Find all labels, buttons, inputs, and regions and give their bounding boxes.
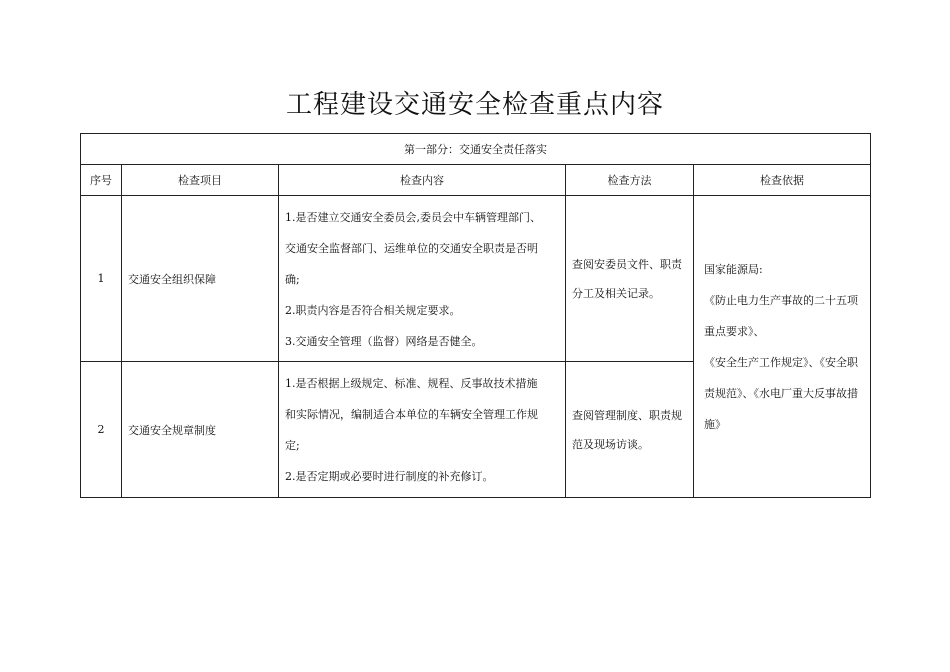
content-line: 1.是否建立交通安全委员会,委员会中车辆管理部门、 [285, 211, 541, 224]
basis-line: 《防止电力生产事故的二十五项重点要求》、 [704, 293, 858, 338]
content-line: 定; [285, 439, 300, 452]
header-no: 序号 [81, 165, 122, 196]
basis-cell [694, 196, 871, 498]
row-method: 查阅管理制度、职责规范及现场访谈。 [566, 362, 694, 498]
row-item: 交通安全组织保障 [122, 196, 279, 362]
section-title: 第一部分：交通安全责任落实 [81, 134, 871, 165]
column-header-row [81, 165, 871, 196]
header-method: 检查方法 [566, 165, 694, 196]
header-basis: 检查依据 [694, 165, 871, 196]
document-title: 工程建设交通安全检查重点内容 [285, 90, 664, 120]
content-line: 3.交通安全管理（监督）网络是否健全。 [285, 335, 483, 348]
header-content: 检查内容 [279, 165, 566, 196]
row-number: 1 [81, 196, 122, 362]
row-content [279, 196, 566, 362]
header-item: 检查项目 [122, 165, 279, 196]
content-line: 1.是否根据上级规定、标准、规程、反事故技术措施 [285, 377, 538, 390]
row-method: 查阅安委员文件、职责分工及相关记录。 [566, 196, 694, 362]
basis-line: 国家能源局: [704, 262, 763, 276]
section-header-row [81, 134, 871, 165]
basis-line: 《安全生产工作规定》、《安全职责规范》、《水电厂重大反事故措施》 [704, 355, 858, 431]
content-line: 确; [285, 273, 300, 286]
row-content [279, 362, 566, 498]
content-line: 和实际情况，编制适合本单位的车辆安全管理工作规 [285, 408, 538, 421]
content-line: 2.是否定期或必要时进行制度的补充修订。 [285, 470, 494, 483]
row-number: 2 [81, 362, 122, 498]
table-row [81, 196, 871, 362]
content-line: 2.职责内容是否符合相关规定要求。 [285, 304, 461, 317]
content-line: 交通安全监督部门、运维单位的交通安全职责是否明 [285, 242, 538, 255]
inspection-table [80, 133, 871, 498]
row-item: 交通安全规章制度 [122, 362, 279, 498]
